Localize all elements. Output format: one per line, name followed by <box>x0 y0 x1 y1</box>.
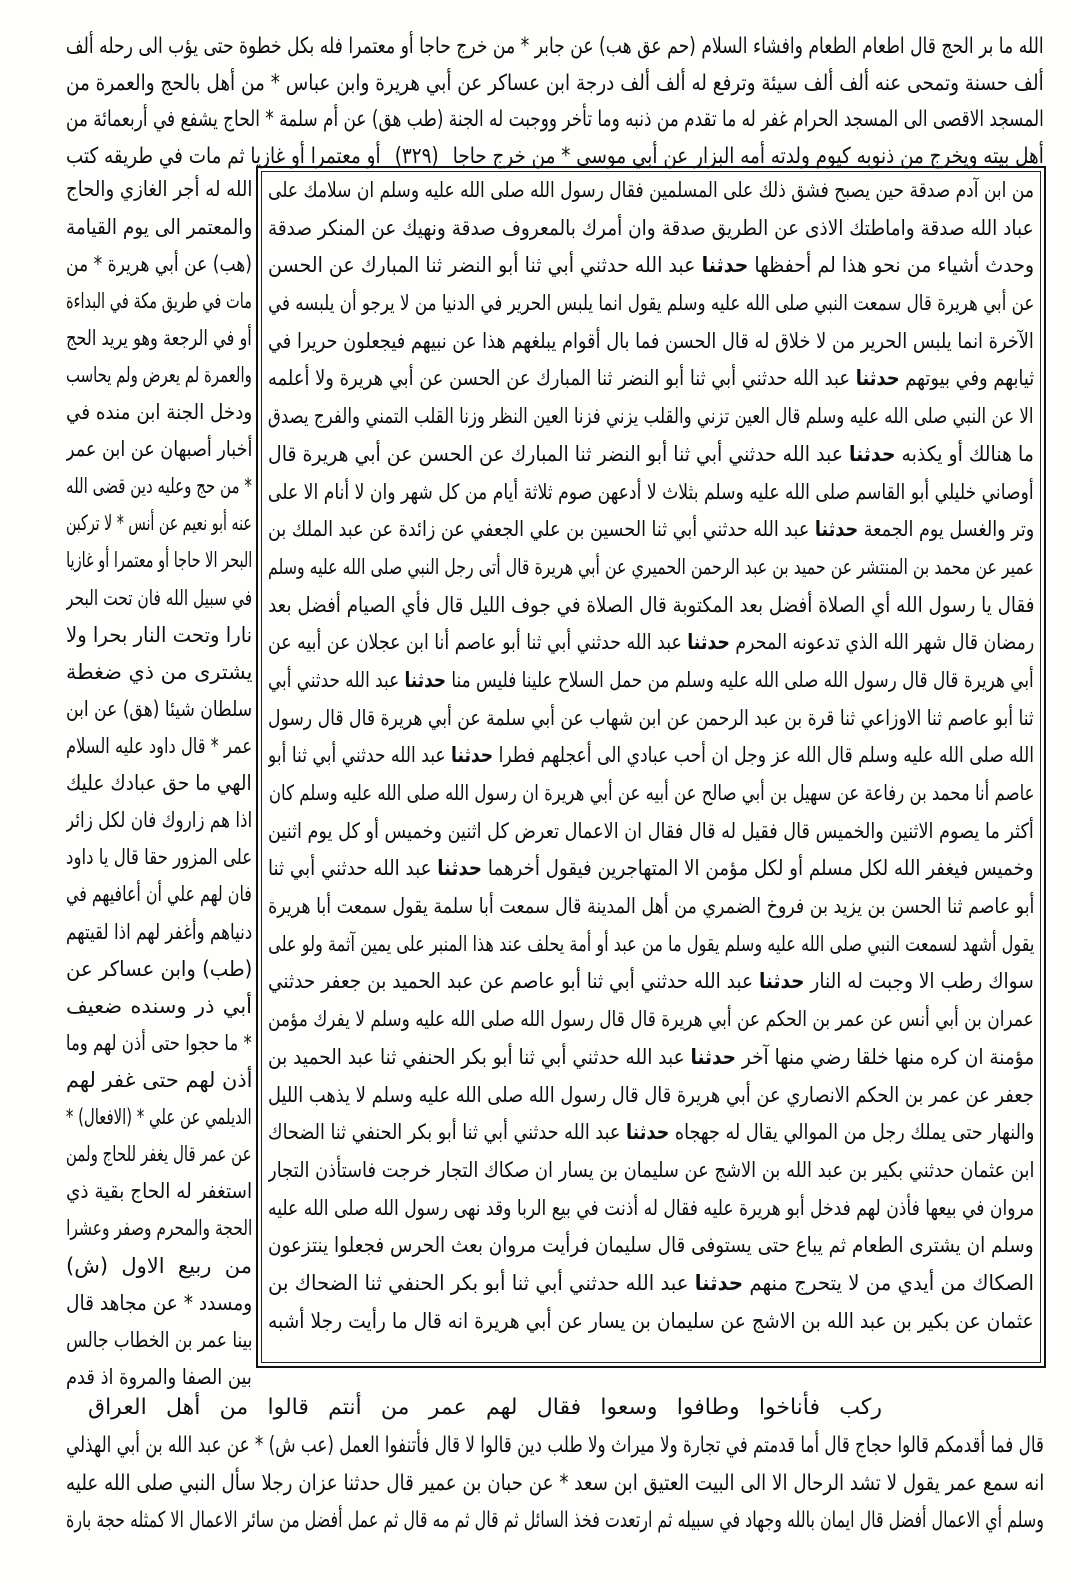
margin-commentary-line: في سبيل الله فان تحت البحر <box>66 585 252 610</box>
margin-commentary-line: بينا عمر بن الخطاب جالس <box>66 1327 252 1352</box>
margin-commentary-line: الهي ما حق عبادك عليك <box>66 771 252 796</box>
hadith-text-line: رمضان قال شهر الله الذي تدعونه المحرم حدثنا عبد الله حدثني أبي ثنا أبو عاصم أنا ابن عجلان عن أبيه عن <box>268 630 1034 655</box>
hadith-chain-marker: حدثنا <box>404 667 447 692</box>
hadith-chain-marker: حدثنا <box>701 253 749 278</box>
hadith-text-line: والنهار حتى يملك رجل من الموالي يقال له جهجاه حدثنا عبد الله حدثني أبي ثنا أبو بكر الحنفي ثنا الضحاك <box>268 1120 1034 1145</box>
margin-commentary-line: نارا وتحت النار بحرا ولا <box>66 622 252 647</box>
hadith-text-line: الآخرة انما يلبس الحرير من لا خلاق له قال الحسن فما بال أقوام يبلغهم هذا عن نبيهم فيجعلون حريرا في <box>268 328 1034 353</box>
margin-commentary-line: اذا هم زاروك فان لكل زائر <box>66 808 252 833</box>
hadith-text-line: الا عن النبي صلى الله عليه وسلم قال العين تزني والقلب يزني فزنا العين النظر وزنا القلب التمني والفرج يصدق <box>268 404 1034 429</box>
hadith-text-line: أبي هريرة قال قال رسول الله صلى الله عليه وسلم من حمل السلاح علينا فليس منا حدثنا عبد الله حدثني أبي <box>268 667 1034 692</box>
footer-commentary-partial <box>88 1389 882 1427</box>
hadith-text-line: عثمان عن بكير بن عبد الله بن الاشج عن سليمان بن يسار عن أبي هريرة انه قال ما رأيت رجلا أشبه <box>268 1308 1034 1333</box>
hadith-text-line: وخميس فيغفر الله لكل مسلم أو لكل مؤمن الا المتهاجرين فيقول أخرهما حدثنا عبد الله حدثني أبي ثنا <box>268 856 1034 881</box>
margin-commentary-line: أبي ذر وسنده ضعيف <box>66 993 252 1018</box>
header-line-end: أو معتمرا أو غازيا ثم مات في طريقه كتب <box>66 143 381 169</box>
hadith-text-line: الصكاك من أيدي من لا يتحرج منهم حدثنا عبد الله حدثني أبي ثنا أبو بكر الحنفي ثنا الضحاك بن <box>268 1270 1034 1295</box>
hadith-text-line: عمران بن أبي أنس عن عمر بن الحكم عن أبي هريرة قال قال رسول الله صلى الله عليه وسلم لا يفرك مؤمن <box>268 1007 1034 1032</box>
hadith-chain-marker: حدثنا <box>687 630 730 655</box>
hadith-chain-marker: حدثنا <box>759 969 805 994</box>
hadith-text-line: فقال يا رسول الله أي الصلاة أفضل بعد المكتوبة قال الصلاة في جوف الليل قال فأي الصيام أفضل بعد <box>268 592 1034 617</box>
margin-commentary-line: عن عمر قال يغفر للحاج ولمن <box>66 1142 252 1167</box>
header-commentary-line: ألف حسنة وتمحى عنه ألف ألف سيئة وترفع له ألف ألف درجة ابن عساكر عن أبي هريرة وابن عباس * من أهل بالحج والعمرة من <box>66 70 1044 96</box>
margin-commentary-line: والمعتمر الى يوم القيامة <box>66 214 252 239</box>
margin-commentary-line: ومسدد * عن مجاهد قال <box>66 1290 252 1315</box>
margin-commentary-line: على المزور حقا قال يا داود <box>66 845 252 870</box>
margin-commentary-line: سلطان شيئا (هق) عن ابن <box>66 696 252 721</box>
margin-commentary-line: والعمرة لم يعرض ولم يحاسب <box>66 362 252 387</box>
hadith-text-line: عاصم أنا محمد بن رفاعة عن سهيل بن أبي صالح عن أبيه عن أبي هريرة ان رسول الله صلى الله عليه وسلم كان <box>268 781 1034 805</box>
hadith-text-line: ثيابهم وفي بيوتهم حدثنا عبد الله حدثني أبي ثنا أبو النضر ثنا المبارك عن الحسن عن أبي هريرة ولا أعلمه <box>268 366 1034 391</box>
footer-commentary-line: قال فما أقدمكم قالوا حجاج قال أما قدمتم في تجارة ولا ميراث ولا طلب دين قالوا لا قال فأتنفوا العمل (عب ش) * عن عبد الله بن أبي الهذلي <box>66 1433 1044 1458</box>
hadith-text-line: وتر والغسل يوم الجمعة حدثنا عبد الله حدثني أبي ثنا الحسين بن علي الجعفي عن زائدة عن عبد الملك بن <box>268 517 1034 542</box>
margin-commentary-line: مات في طريق مكة في البداءة <box>66 288 252 313</box>
margin-commentary-line: يشترى من ذي ضغطة <box>66 659 252 684</box>
margin-commentary <box>66 171 252 1396</box>
hadith-chain-marker: حدثنا <box>437 856 483 881</box>
footer-commentary-line: ركب فأناخوا وطافوا وسعوا فقال لهم عمر من أنتم قالوا من أهل العراق <box>88 1394 882 1420</box>
margin-commentary-line: من ربيع الاول (ش) <box>66 1253 252 1278</box>
header-commentary-line: المسجد الاقصى الى المسجد الحرام غفر له ما تقدم من ذنبه وما تأخر ووجبت له الجنة (طب هق) عن أم سلمة * الحاج يشفع في أربعمائة من <box>66 107 1044 132</box>
hadith-text-line: أكثر ما يصوم الاثنين والخميس قال فقيل له قال فقال ان الاعمال تعرض كل اثنين وخميس أو كل يوم اثنين <box>268 818 1034 843</box>
hadith-chain-marker: حدثنا <box>690 1044 736 1069</box>
hadith-text-line: يقول أشهد لسمعت النبي صلى الله عليه وسلم يقول ما من عبد أو أمة يحلف عند هذا المنبر على يمين آثمة ولو على <box>268 931 1034 956</box>
margin-commentary-line: (هب) عن أبي هريرة * من <box>66 251 252 276</box>
hadith-text-line: مروان في بيعها فأذن لهم فدخل أبو هريرة عليه فقال له أذنت في بيع الربا وقد نهى رسول الله صلى الله عليه <box>268 1195 1034 1220</box>
hadith-chain-marker: حدثنا <box>814 517 858 542</box>
margin-commentary-line: * من حج وعليه دين قضى الله <box>66 474 252 499</box>
hadith-text-line: عمير عن محمد بن المنتشر عن حميد بن عبد الرحمن الحميري عن أبي هريرة قال أتى رجل النبي صلى الله عليه وسلم <box>268 554 1034 579</box>
margin-commentary-line: بين الصفا والمروة اذ قدم <box>66 1364 252 1389</box>
hadith-text-line: ثنا أبو عاصم ثنا الاوزاعي ثنا قرة بن عبد الرحمن عن ابن شهاب عن أبي سلمة عن أبي هريرة قال قال رسول <box>268 705 1034 730</box>
hadith-text-line: عن أبي هريرة قال سمعت النبي صلى الله عليه وسلم يقول انما يلبس الحرير في الدنيا من لا يرجو أن يلبسه في <box>268 291 1034 316</box>
margin-commentary-line: * ما حجوا حتى أذن لهم وما <box>66 1030 252 1055</box>
margin-commentary-line: (طب) وابن عساكر عن <box>66 956 252 981</box>
header-commentary-line: الله ما بر الحج قال اطعام الطعام وافشاء السلام (حم عق هب) عن جابر * من خرج حاجا أو معتمرا فله بكل خطوة حتى يؤب الى رحله ألف <box>66 34 1044 59</box>
margin-commentary-line: عمر * قال داود عليه السلام <box>66 734 252 759</box>
margin-commentary-line: فان لهم علي أن أعافيهم في <box>66 882 252 907</box>
footer-commentary-line: انه سمع عمر يقول لا تشد الرحال الا الى البيت العتيق ابن سعد * عن حبان بن عمير قال حدثنا عزان رجلا سأل النبي صلى الله عليه <box>66 1470 1044 1496</box>
margin-commentary-line: الله له أجر الغازي والحاج <box>66 177 252 202</box>
margin-commentary-line: البحر الا حاجا أو معتمرا أو غازيا <box>66 548 252 573</box>
margin-commentary-line: أو في الرجعة وهو يريد الحج <box>66 325 252 350</box>
hadith-text-line: أبو عاصم ثنا الحسن بن يزيد بن فروخ الضمري من أهل المدينة قال سمعت أبا سلمة يقول سمعت أبا هريرة <box>268 894 1034 919</box>
margin-commentary-line: الديلمي عن علي * (الافعال) * <box>66 1105 252 1130</box>
footer-commentary-line: وسلم أي الاعمال أفضل قال ايمان بالله وجهاد في سبيله ثم ارتعدت فخذ السائل ثم قال ثم مه قال ثم عمل أفضل من سائر الاعمال الا كمثله حجة بارة <box>66 1508 1044 1533</box>
footer-commentary <box>66 1427 1044 1540</box>
hadith-chain-marker: حدثنا <box>849 441 896 466</box>
hadith-text-line: الله صلى الله عليه وسلم قال الله عز وجل ان أحب عبادي الى أعجلهم فطرا حدثنا عبد الله حدثني أبي ثنا أبو <box>268 743 1034 768</box>
hadith-chain-marker: حدثنا <box>694 1270 744 1295</box>
hadith-text-line: مؤمنة ان كره منها خلقا رضي منها آخر حدثنا عبد الله حدثني أبي ثنا أبو بكر الحنفي ثنا عبد الحميد بن <box>268 1044 1034 1069</box>
hadith-text-line: سواك رطب الا وجبت له النار حدثنا عبد الله حدثني أبي ثنا أبو عاصم عن عبد الحميد بن جعفر حدثني <box>268 969 1034 994</box>
hadith-text-line: وحدث أشياء من نحو هذا لم أحفظها حدثنا عبد الله حدثني أبي ثنا أبو النضر ثنا المبارك عن الحسن <box>268 253 1034 278</box>
hadith-chain-marker: حدثنا <box>855 366 900 391</box>
hadith-text-line: ما هنالك أو يكذبه حدثنا عبد الله حدثني أبي ثنا أبو النضر ثنا المبارك عن الحسن عن أبي هريرة قال <box>268 441 1034 466</box>
hadith-text-line: أوصاني خليلي أبو القاسم صلى الله عليه وسلم بثلاث لا أدعهن صوم ثلاثة أيام من كل شهر وان لا أنام الا على <box>268 479 1034 504</box>
margin-commentary-line: عنه أبو نعيم عن أنس * لا تركبن <box>66 511 252 536</box>
hadith-text-line: جعفر عن عمر بن الحكم الانصاري عن أبي هريرة قال قال رسول الله صلى الله عليه وسلم لا يذهب الليل <box>268 1082 1034 1107</box>
hadith-text-line: وسلم ان يشترى الطعام ثم يباع حتى يستوفى قال سليمان فرأيت مروان بعث الحرس فجعلوا ينتزعون <box>268 1233 1034 1258</box>
hadith-chain-marker: حدثنا <box>451 743 494 768</box>
main-hadith-text <box>268 172 1034 1340</box>
hadith-text-line: عباد الله صدقة واماطتك الاذى عن الطريق صدقة وان أمرك بالمعروف صدقة ونهيك عن المنكر صدقة <box>268 215 1034 240</box>
margin-commentary-line: استغفر له الحاج بقية ذي <box>66 1179 252 1204</box>
hadith-text-line: ابن عثمان حدثني بكير بن عبد الله بن الاشج عن سليمان بن يسار ان صكاك التجار خرجت فاستأذن التجار <box>268 1157 1034 1182</box>
page-number: (٣٢٩) <box>394 143 439 169</box>
margin-commentary-line: دنياهم وأغفر لهم اذا لقيتهم <box>66 919 252 944</box>
margin-commentary-line: الحجة والمحرم وصفر وعشرا <box>66 1216 252 1241</box>
margin-commentary-line: أذن لهم حتى غفر لهم <box>66 1068 252 1093</box>
margin-commentary-line: ودخل الجنة ابن منده في <box>66 400 252 425</box>
hadith-chain-marker: حدثنا <box>625 1120 669 1145</box>
header-commentary <box>66 29 1044 175</box>
hadith-text-line: من ابن آدم صدقة حين يصبح فشق ذلك على المسلمين فقال رسول الله صلى الله عليه وسلم ان سلامك على <box>268 178 1034 202</box>
header-line-start: أهل بيته ويخرج من ذنوبه كيوم ولدته أمه البزار عن أبي موسى * من خرج حاجا <box>452 143 1044 169</box>
margin-commentary-line: أخبار أصبهان عن ابن عمر <box>66 437 252 462</box>
